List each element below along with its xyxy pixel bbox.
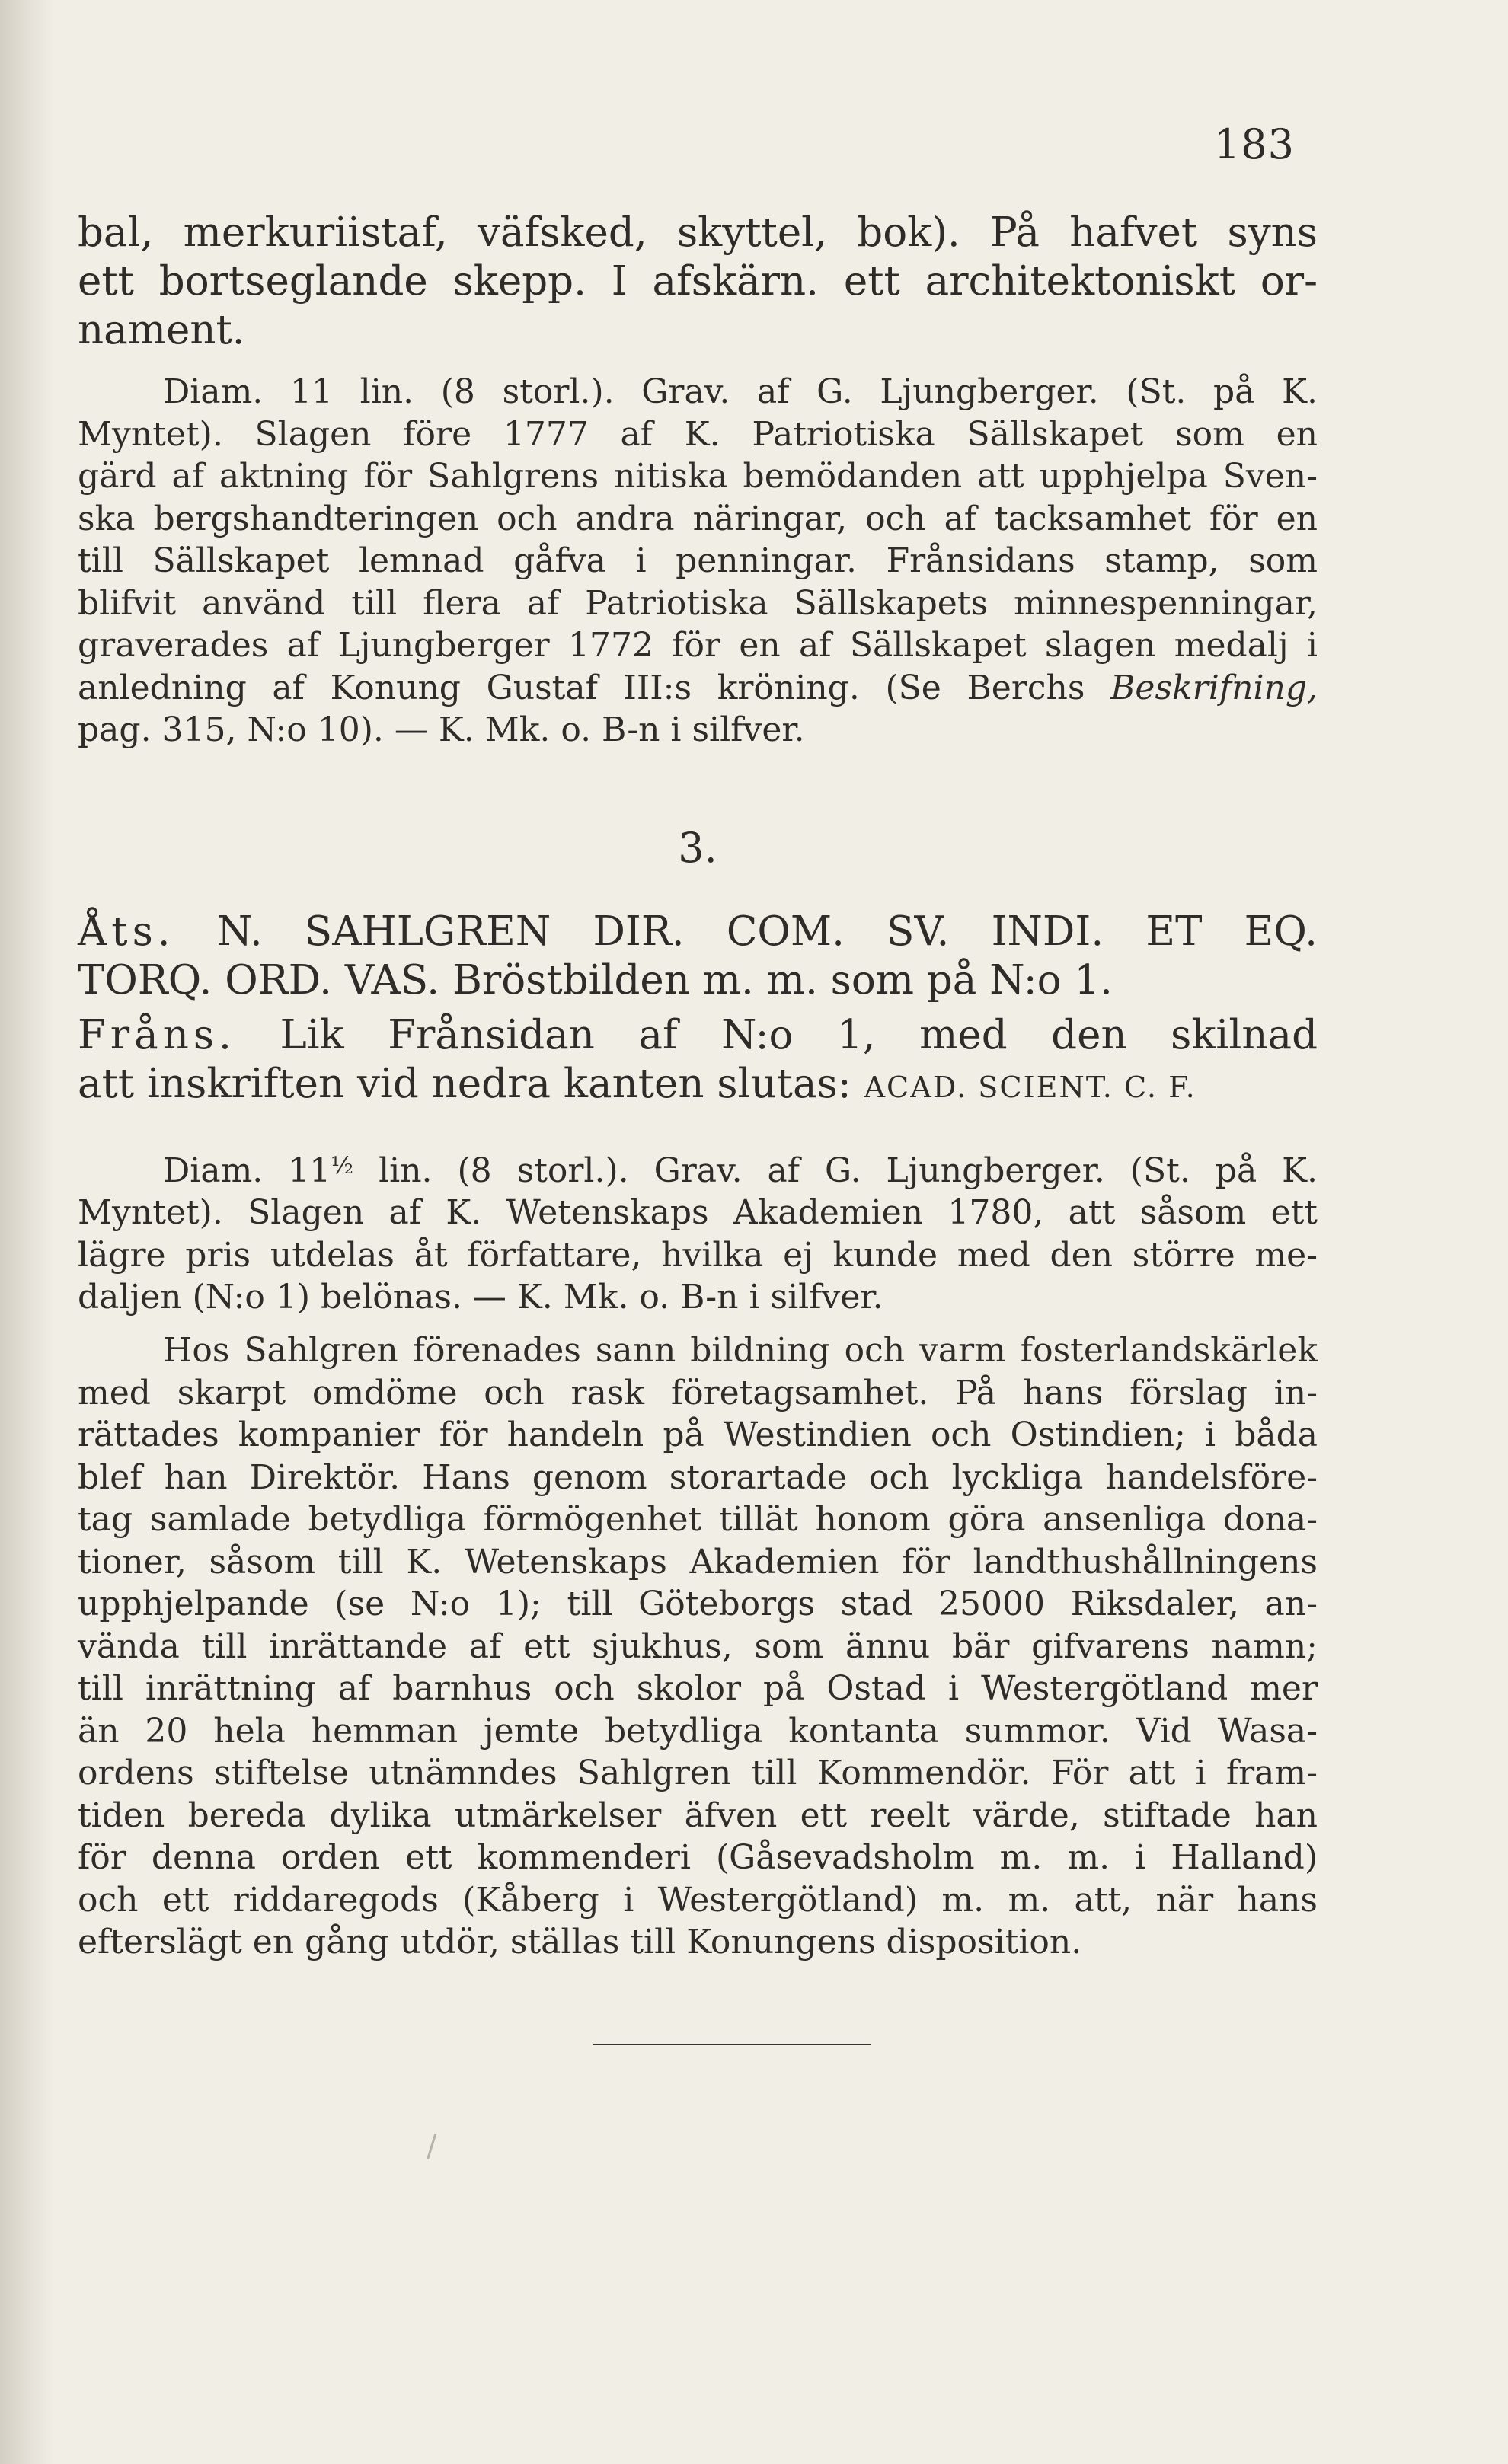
text-line: daljen (N:o 1) belönas. — K. Mk. o. B-n i silfver. — [78, 1278, 883, 1317]
text-line: graverades af Ljungberger 1772 för en af Sällskapet slagen medalj i — [78, 626, 1318, 665]
text-line: nament. — [78, 307, 245, 353]
text-line: rättades kompanier för handeln på Westindien och Ostindien; i båda — [78, 1416, 1318, 1454]
print-mark: / — [427, 2129, 437, 2164]
text-line: Myntet). Slagen före 1777 af K. Patriotiska Sällskapet som en — [78, 414, 1318, 454]
text-line — [78, 1011, 1318, 1060]
text-line: tioner, såsom till K. Wetenskaps Akademien för landthushållningens — [78, 1542, 1318, 1581]
reverse-text: Lik Frånsidan af N:o 1, med den skilnad — [280, 1012, 1318, 1058]
text-line: efterslägt en gång utdör, ställas till Konungens disposition. — [78, 1923, 1082, 1961]
page-spine-shadow — [0, 0, 53, 2464]
text-line: med skarpt omdöme och rask företagsamhet. På hans förslag in- — [78, 1373, 1318, 1412]
text-line: för denna orden ett kommenderi (Gåsevadsholm m. m. i Halland) — [78, 1838, 1318, 1877]
text-line: än 20 hela hemman jemte betydliga kontanta summor. Vid Wasa- — [78, 1711, 1318, 1751]
text-line: tiden bereda dylika utmärkelser äfven ett reelt värde, stiftade han — [78, 1795, 1318, 1835]
obverse-text: Bröstbilden m. m. som på N:o 1. — [452, 957, 1113, 1004]
text-line — [78, 956, 1318, 1005]
text-line: Diam. 11 lin. (8 storl.). Grav. af G. Ljungberger. (St. på K. — [163, 372, 1318, 411]
text-line: till Sällskapet lemnad gåfva i penningar. Frånsidans stamp, som — [78, 541, 1318, 580]
end-rule — [593, 2044, 871, 2045]
page-number: 183 — [1213, 120, 1295, 168]
text-line — [78, 908, 1318, 956]
text-line: Hos Sahlgren förenades sann bildning och varm fosterlandskärlek — [163, 1331, 1318, 1370]
text-line — [78, 667, 1318, 710]
text-line: lägre pris utdelas åt författare, hvilka ej kunde med den större me- — [78, 1235, 1318, 1275]
text-line: tag samlade betydliga förmögenhet tillät honom göra ansenliga dona- — [78, 1500, 1318, 1539]
obverse-label: Åts. — [78, 908, 175, 955]
text-line: och ett riddaregods (Kåberg i Westergötland) m. m. att, när hans — [78, 1880, 1318, 1920]
text-line: vända till inrättande af ett sjukhus, som ännu bär gifvarens namn; — [78, 1626, 1318, 1666]
text-span: anledning af Konung Gustaf III:s kröning. (Se Berchs — [78, 668, 1111, 707]
reverse-label: Fråns. — [78, 1012, 236, 1058]
obverse-inscription-cont: TORQ. ORD. VAS. — [78, 957, 440, 1004]
text-line: upphjelpande (se N:o 1); till Göteborgs stad 25000 Riksdaler, an- — [78, 1585, 1318, 1623]
reverse-text-cont: att inskriften vid nedra kanten slutas: — [78, 1061, 851, 1107]
text-line: till inrättning af barnhus och skolor på Ostad i Westergötland mer — [78, 1669, 1318, 1708]
text-line — [78, 1060, 1318, 1112]
paragraph-sahlgren-biography — [78, 1329, 1318, 1964]
paragraph-medal-2-details — [78, 371, 1318, 752]
text-line: blifvit använd till flera af Patriotiska Sällskapets minnespenningar, — [78, 583, 1318, 623]
section-number: 3. — [678, 824, 717, 872]
text-line: ordens stiftelse utnämndes Sahlgren till Kommendör. För att i fram- — [78, 1754, 1318, 1792]
text-line: pag. 315, N:o 10). — K. Mk. o. B-n i silfver. — [78, 710, 805, 749]
text-line: ett bortseglande skepp. I afskärn. ett architektoniskt or- — [78, 258, 1318, 305]
text-line: Myntet). Slagen af K. Wetenskaps Akademien 1780, att såsom ett — [78, 1193, 1318, 1233]
text-line: ska bergshandteringen och andra näringar, och af tacksamhet för en — [78, 499, 1318, 538]
obverse-inscription: N. SAHLGREN DIR. COM. SV. INDI. ET EQ. — [216, 908, 1318, 955]
reverse-inscription: ACAD. SCIENT. C. F. — [864, 1071, 1196, 1104]
text-line: blef han Direktör. Hans genom storartade och lyckliga handelsföre- — [78, 1457, 1318, 1497]
paragraph-medal-3-details — [78, 1145, 1318, 1319]
medal-3-description — [78, 908, 1318, 1112]
fraction: ½ — [331, 1152, 354, 1179]
text-line: bal, merkuriistaf, väfsked, skyttel, bok). På hafvet syns — [78, 209, 1318, 256]
paragraph-obverse-continuation — [78, 209, 1318, 355]
text-line: Diam. $11^{\frac{1}{2}}$ lin. (8 storl.). Grav. af G. Ljungberger. (St. på K. — [163, 1151, 1318, 1190]
text-line: gärd af aktning för Sahlgrens nitiska bemödanden att upphjelpa Sven- — [78, 457, 1318, 496]
book-title-italic: Beskrifning, — [1110, 668, 1318, 707]
